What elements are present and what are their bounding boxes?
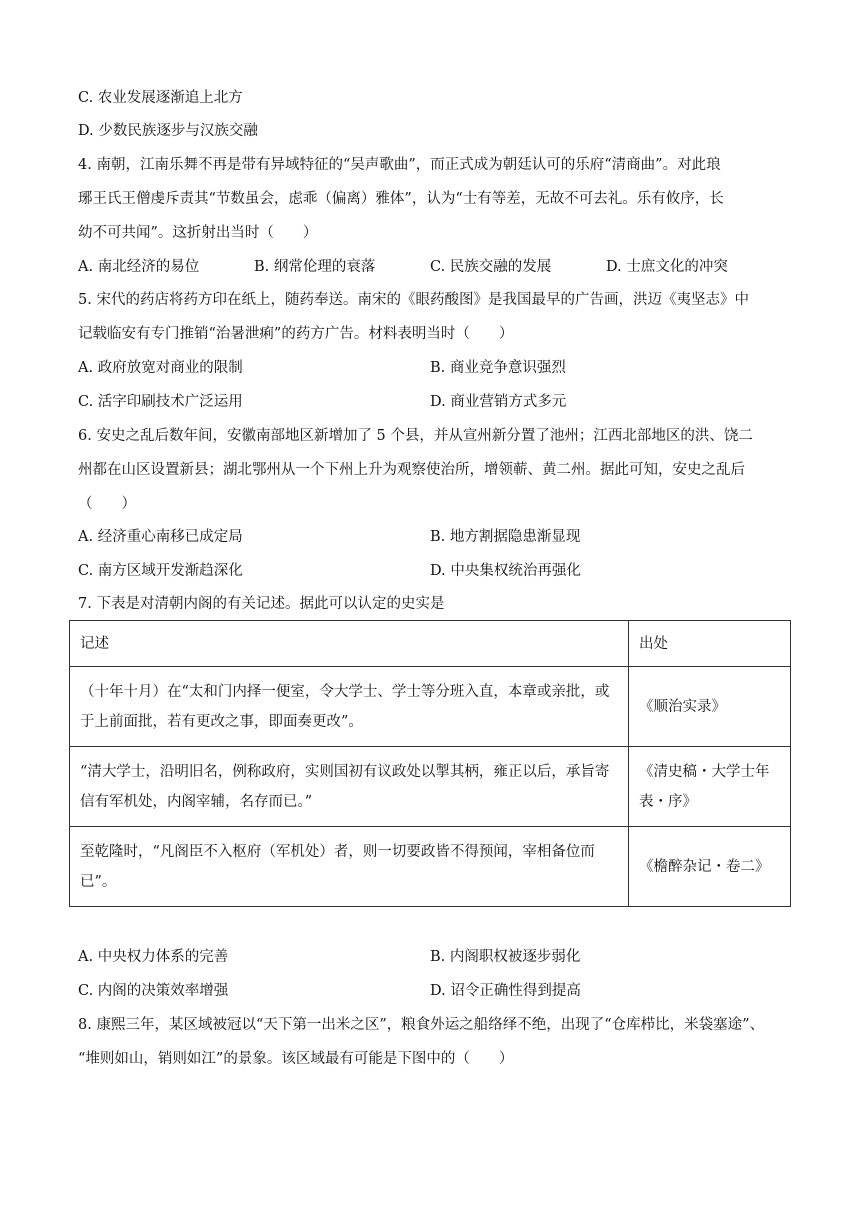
q6-option-b: B. 地方割据隐患渐显现 <box>430 529 581 545</box>
table-cell-record: （十年十月）在“太和门内择一便室，令大学士、学士等分班入直，本章或亲批，或于上前面批，若有更改之事，即面奏更改”。 <box>70 667 629 747</box>
q8-stem-line: “堆则如山，销则如江”的景象。该区域最有可能是下图中的（ ） <box>78 1051 514 1067</box>
q4-option-a: A. 南北经济的易位 <box>78 259 200 275</box>
q4-stem-line: 4. 南朝，江南乐舞不再是带有异域特征的“吴声歌曲”，而正式成为朝廷认可的乐府“清商曲”。对此琅 <box>78 157 721 173</box>
q5-option-b: B. 商业竞争意识强烈 <box>430 360 566 376</box>
table-row <box>70 747 791 827</box>
table-header-row <box>70 621 791 667</box>
q5-option-d: D. 商业营销方式多元 <box>430 394 567 410</box>
q8-stem-line: 8. 康熙三年，某区域被冠以“天下第一出米之区”，粮食外运之船络绎不绝，出现了“仓库栉比，米袋塞途”、 <box>78 1017 765 1033</box>
q4-stem-line: 琊王氏王僧虔斥责其“节数虽会，虑乖（偏离）雅体”，认为“士有等差，无故不可去礼。乐有攸序，长 <box>78 191 724 207</box>
q6-stem-line: 6. 安史之乱后数年间，安徽南部地区新增加了 5 个县，并从宣州新分置了池州；江西北部地区的洪、饶二 <box>78 428 753 444</box>
table-cell-source: 《清史稿・大学士年表・序》 <box>629 747 791 827</box>
table-cell-record: 至乾隆时，“凡阁臣不入枢府（军机处）者，则一切要政皆不得预闻，宰相备位而已”。 <box>70 827 629 907</box>
q7-option-d: D. 诏令正确性得到提高 <box>430 983 581 999</box>
q5-stem-line: 记载临安有专门推销“治暑泄痢”的药方广告。材料表明当时（ ） <box>78 326 514 342</box>
q7-option-b: B. 内阁职权被逐步弱化 <box>430 949 581 965</box>
table-header-record: 记述 <box>70 621 629 667</box>
q6-option-a: A. 经济重心南移已成定局 <box>78 529 243 545</box>
table-cell-source: 《檐醉杂记・卷二》 <box>629 827 791 907</box>
cabinet-records-table <box>69 620 791 907</box>
q6-stem-line: 州都在山区设置新县；湖北鄂州从一个下州上升为观察使治所，增领蕲、黄二州。据此可知，安史之乱后 <box>78 462 745 478</box>
table-header-source: 出处 <box>629 621 791 667</box>
q3-option-d: D. 少数民族逐步与汉族交融 <box>78 123 258 139</box>
table-cell-record: “清大学士，沿明旧名，例称政府，实则国初有议政处以掣其柄，雍正以后，承旨寄信有军机处，内阁宰辅，名存而已。” <box>70 747 629 827</box>
q7-option-a: A. 中央权力体系的完善 <box>78 949 229 965</box>
q7-option-c: C. 内阁的决策效率增强 <box>78 983 229 999</box>
q4-option-d: D. 士庶文化的冲突 <box>606 259 728 275</box>
table-row <box>70 827 791 907</box>
q5-stem-line: 5. 宋代的药店将药方印在纸上，随药奉送。南宋的《眼药酸图》是我国最早的广告画，洪迈《夷坚志》中 <box>78 292 749 308</box>
q6-stem-line: （ ） <box>78 496 136 512</box>
q5-option-c: C. 活字印刷技术广泛运用 <box>78 394 243 410</box>
q4-option-c: C. 民族交融的发展 <box>430 259 552 275</box>
q4-stem-line: 幼不可共闻”。这折射出当时（ ） <box>78 225 318 241</box>
table-row <box>70 667 791 747</box>
q7-stem-line: 7. 下表是对清朝内阁的有关记述。据此可以认定的史实是 <box>78 596 445 612</box>
q5-option-a: A. 政府放宽对商业的限制 <box>78 360 243 376</box>
q6-option-d: D. 中央集权统治再强化 <box>430 563 581 579</box>
q3-option-c: C. 农业发展逐渐追上北方 <box>78 90 243 106</box>
table-cell-source: 《顺治实录》 <box>629 667 791 747</box>
q6-option-c: C. 南方区域开发渐趋深化 <box>78 563 243 579</box>
q4-option-b: B. 纲常伦理的衰落 <box>254 259 376 275</box>
